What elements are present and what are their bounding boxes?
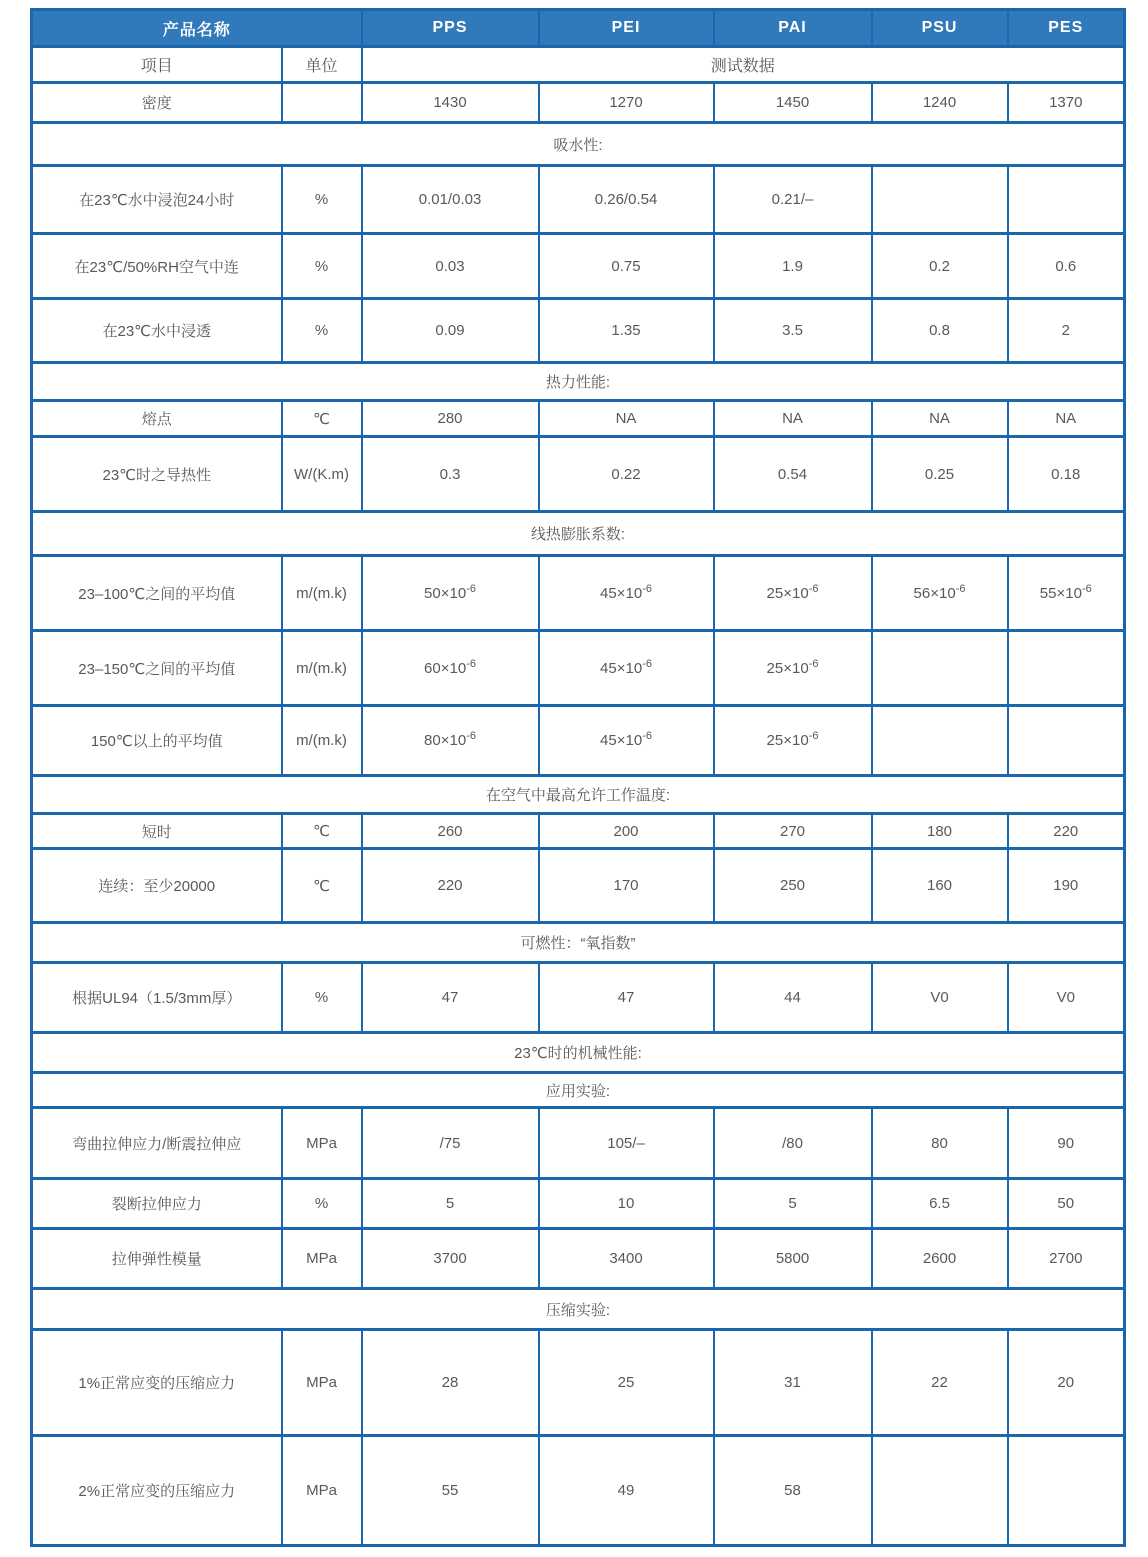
value-cell: 1270 <box>539 83 714 123</box>
section-label: 在空气中最高允许工作温度: <box>32 776 1125 814</box>
row-label: 拉伸弹性模量 <box>32 1229 282 1289</box>
value-cell: 180 <box>872 814 1008 849</box>
row-label: 2%正常应变的压缩应力 <box>32 1436 282 1546</box>
table-row <box>32 849 1125 923</box>
unit-cell: % <box>282 963 362 1033</box>
value-cell: 55 <box>362 1436 539 1546</box>
value-cell: 0.54 <box>714 437 872 512</box>
unit-cell: % <box>282 166 362 234</box>
value-cell: $80\times 10^{-6}$ <box>362 706 539 776</box>
value-cell <box>1008 1436 1125 1546</box>
exponent: -6 <box>466 730 476 742</box>
exponent: -6 <box>642 657 652 670</box>
value-cell: V0 <box>872 963 1008 1033</box>
row-label: 23–100℃之间的平均值 <box>32 556 282 631</box>
exponent: -6 <box>808 657 819 670</box>
value-cell: 1450 <box>714 83 872 123</box>
value-cell: 6.5 <box>872 1179 1008 1229</box>
row-label: 弯曲拉伸应力/断震拉伸应 <box>32 1108 282 1179</box>
row-label: 150℃以上的平均值 <box>32 706 282 776</box>
value-cell: $55\times 10^{-6}$ <box>1008 556 1125 631</box>
table-row <box>32 234 1125 299</box>
table-row <box>32 1436 1125 1546</box>
value-cell: 0.8 <box>872 299 1008 363</box>
value-cell: 31 <box>714 1330 872 1436</box>
value-cell: 3.5 <box>714 299 872 363</box>
table-row <box>32 1229 1125 1289</box>
unit-cell: MPa <box>282 1108 362 1179</box>
table-row <box>32 963 1125 1033</box>
item-header: 项目 <box>32 47 282 83</box>
unit-cell <box>282 83 362 123</box>
value-cell <box>1008 706 1125 776</box>
section-row <box>32 776 1125 814</box>
value-cell: 20 <box>1008 1330 1125 1436</box>
value-cell: 2 <box>1008 299 1125 363</box>
value-cell: $25\times 10^{-6}$ <box>714 556 872 631</box>
exponent: -6 <box>466 657 476 670</box>
value-cell: 80 <box>872 1108 1008 1179</box>
value-cell: 1430 <box>362 83 539 123</box>
row-label: 23℃时之导热性 <box>32 437 282 512</box>
value-cell <box>1008 631 1125 706</box>
value-cell: 0.22 <box>539 437 714 512</box>
table-row <box>32 556 1125 631</box>
value-cell <box>872 631 1008 706</box>
unit-cell: m/(m.k) <box>282 556 362 631</box>
row-label: 1%正常应变的压缩应力 <box>32 1330 282 1436</box>
value-cell: 105/– <box>539 1108 714 1179</box>
value-cell: 44 <box>714 963 872 1033</box>
value-cell: $45\times 10^{-6}$ <box>539 556 714 631</box>
value-cell: 0.26/0.54 <box>539 166 714 234</box>
row-label: 熔点 <box>32 401 282 437</box>
exponent: -6 <box>808 582 819 595</box>
material-header-pps: PPS <box>362 10 539 47</box>
value-cell: 58 <box>714 1436 872 1546</box>
value-cell: 47 <box>539 963 714 1033</box>
row-label: 短时 <box>32 814 282 849</box>
section-label: 可燃性：“氧指数” <box>32 923 1125 963</box>
material-header-pes: PES <box>1008 10 1125 47</box>
product-name-header: 产品名称 <box>32 10 362 47</box>
table-row <box>32 166 1125 234</box>
section-row <box>32 923 1125 963</box>
table-row <box>32 437 1125 512</box>
value-cell: 0.09 <box>362 299 539 363</box>
value-cell: 0.2 <box>872 234 1008 299</box>
unit-cell: MPa <box>282 1330 362 1436</box>
value-cell: $50\times 10^{-6}$ <box>362 556 539 631</box>
value-cell: 220 <box>362 849 539 923</box>
value-cell: 0.01/0.03 <box>362 166 539 234</box>
value-cell: /80 <box>714 1108 872 1179</box>
value-cell: 2600 <box>872 1229 1008 1289</box>
value-cell: 28 <box>362 1330 539 1436</box>
value-cell: V0 <box>1008 963 1125 1033</box>
row-label: 根据UL94（1.5/3mm厚） <box>32 963 282 1033</box>
value-cell <box>1008 166 1125 234</box>
value-cell: 3700 <box>362 1229 539 1289</box>
value-cell <box>872 1436 1008 1546</box>
value-cell: 220 <box>1008 814 1125 849</box>
value-cell: $60\times 10^{-6}$ <box>362 631 539 706</box>
exponent: -6 <box>955 582 966 595</box>
value-cell: 90 <box>1008 1108 1125 1179</box>
value-cell: 50 <box>1008 1179 1125 1229</box>
value-cell: 160 <box>872 849 1008 923</box>
unit-cell: % <box>282 1179 362 1229</box>
unit-cell: MPa <box>282 1229 362 1289</box>
section-row <box>32 1289 1125 1330</box>
section-row <box>32 512 1125 556</box>
unit-cell: ℃ <box>282 401 362 437</box>
row-label: 在23℃水中浸透 <box>32 299 282 363</box>
material-header-pei: PEI <box>539 10 714 47</box>
unit-cell: ℃ <box>282 814 362 849</box>
value-cell: 1.35 <box>539 299 714 363</box>
unit-cell: % <box>282 234 362 299</box>
exponent: -6 <box>642 730 652 742</box>
unit-header: 单位 <box>282 47 362 83</box>
section-row <box>32 1033 1125 1073</box>
table-row <box>32 706 1125 776</box>
section-row <box>32 123 1125 166</box>
section-row <box>32 1073 1125 1108</box>
table-row <box>32 1108 1125 1179</box>
material-header-pai: PAI <box>714 10 872 47</box>
unit-cell: ℃ <box>282 849 362 923</box>
row-label: 在23℃/50%RH空气中连 <box>32 234 282 299</box>
value-cell: 170 <box>539 849 714 923</box>
value-cell: $56\times 10^{-6}$ <box>872 556 1008 631</box>
value-cell: 0.03 <box>362 234 539 299</box>
value-cell: 2700 <box>1008 1229 1125 1289</box>
table-row <box>32 631 1125 706</box>
value-cell: 22 <box>872 1330 1008 1436</box>
value-cell <box>872 166 1008 234</box>
unit-cell: W/(K.m) <box>282 437 362 512</box>
value-cell: 1.9 <box>714 234 872 299</box>
table-row <box>32 401 1125 437</box>
table-row <box>32 1330 1125 1436</box>
section-label: 23℃时的机械性能: <box>32 1033 1125 1073</box>
value-cell: 5 <box>362 1179 539 1229</box>
section-row <box>32 363 1125 401</box>
value-cell: 0.75 <box>539 234 714 299</box>
table-subheader-row <box>32 47 1125 83</box>
value-cell: NA <box>714 401 872 437</box>
row-label: 连续：至少20000 <box>32 849 282 923</box>
value-cell: 49 <box>539 1436 714 1546</box>
value-cell: NA <box>872 401 1008 437</box>
value-cell: 250 <box>714 849 872 923</box>
value-cell: 260 <box>362 814 539 849</box>
row-label: 23–150℃之间的平均值 <box>32 631 282 706</box>
section-label: 压缩实验: <box>32 1289 1125 1330</box>
value-cell: 5800 <box>714 1229 872 1289</box>
value-cell: /75 <box>362 1108 539 1179</box>
value-cell: 25 <box>539 1330 714 1436</box>
section-label: 吸水性: <box>32 123 1125 166</box>
section-label: 应用实验: <box>32 1073 1125 1108</box>
row-label: 密度 <box>32 83 282 123</box>
table-row <box>32 83 1125 123</box>
value-cell: 0.21/– <box>714 166 872 234</box>
unit-cell: m/(m.k) <box>282 631 362 706</box>
table-header-row <box>32 10 1125 47</box>
unit-cell: MPa <box>282 1436 362 1546</box>
table-row <box>32 1179 1125 1229</box>
value-cell: 1240 <box>872 83 1008 123</box>
value-cell: 0.25 <box>872 437 1008 512</box>
unit-cell: % <box>282 299 362 363</box>
exponent: -6 <box>1081 582 1092 595</box>
table-row <box>32 814 1125 849</box>
value-cell <box>872 706 1008 776</box>
exponent: -6 <box>808 730 819 742</box>
material-spec-table <box>30 8 1126 1547</box>
value-cell: 0.3 <box>362 437 539 512</box>
exponent: -6 <box>642 582 652 595</box>
row-label: 在23℃水中浸泡24小时 <box>32 166 282 234</box>
exponent: -6 <box>466 582 476 595</box>
value-cell: $25\times 10^{-6}$ <box>714 706 872 776</box>
value-cell: 0.18 <box>1008 437 1125 512</box>
table-row <box>32 299 1125 363</box>
value-cell: 5 <box>714 1179 872 1229</box>
value-cell: $25\times 10^{-6}$ <box>714 631 872 706</box>
value-cell: 0.6 <box>1008 234 1125 299</box>
material-header-psu: PSU <box>872 10 1008 47</box>
value-cell: $45\times 10^{-6}$ <box>539 706 714 776</box>
section-label: 线热膨胀系数: <box>32 512 1125 556</box>
value-cell: NA <box>539 401 714 437</box>
row-label: 裂断拉伸应力 <box>32 1179 282 1229</box>
value-cell: 190 <box>1008 849 1125 923</box>
value-cell: 1370 <box>1008 83 1125 123</box>
unit-cell: m/(m.k) <box>282 706 362 776</box>
value-cell: 270 <box>714 814 872 849</box>
test-data-header: 测试数据 <box>362 47 1125 83</box>
section-label: 热力性能: <box>32 363 1125 401</box>
value-cell: NA <box>1008 401 1125 437</box>
value-cell: $45\times 10^{-6}$ <box>539 631 714 706</box>
value-cell: 3400 <box>539 1229 714 1289</box>
value-cell: 200 <box>539 814 714 849</box>
value-cell: 10 <box>539 1179 714 1229</box>
value-cell: 280 <box>362 401 539 437</box>
value-cell: 47 <box>362 963 539 1033</box>
